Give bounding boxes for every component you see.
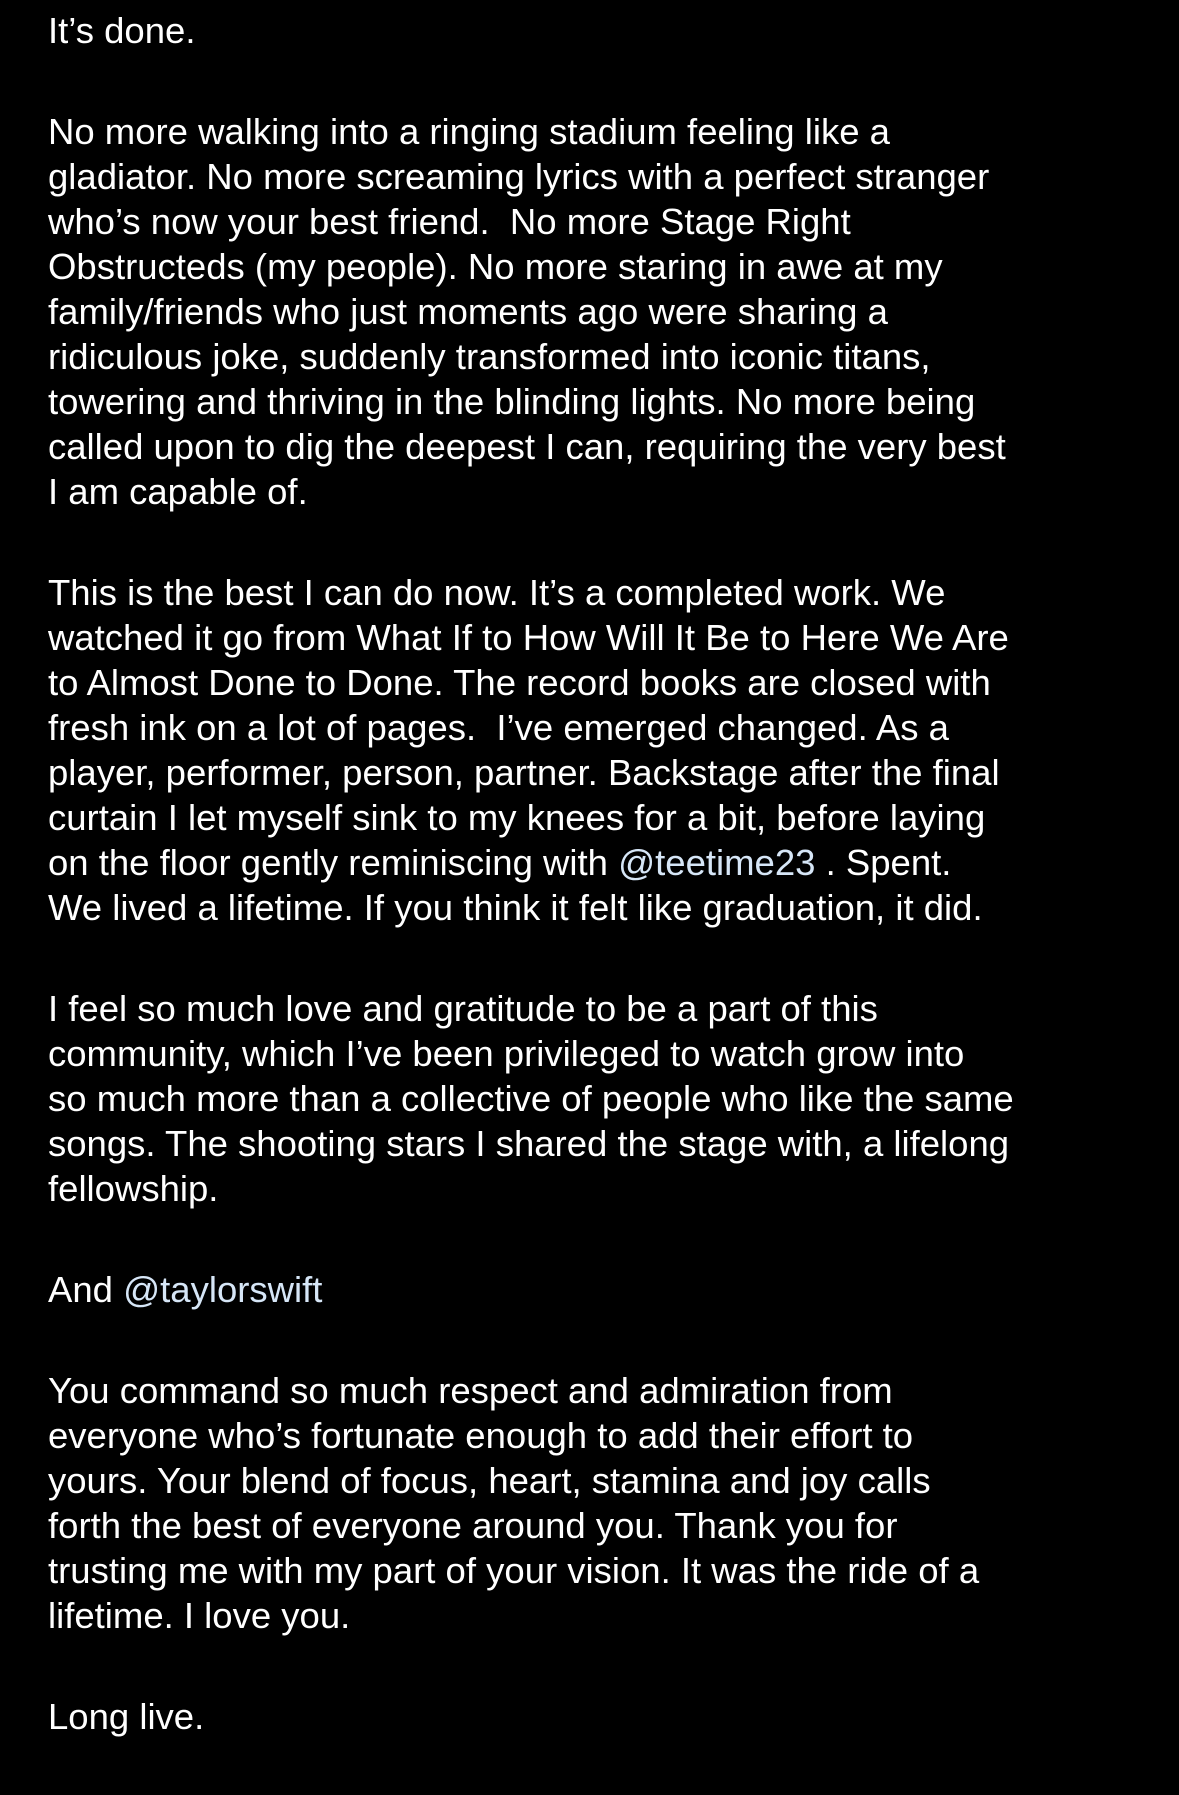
text-line [48,615,1158,660]
text-line [48,840,1158,885]
text-line [48,986,1158,1031]
text-segment: gladiator. No more screaming lyrics with a perfect stranger [48,156,990,197]
note-body [48,8,1158,1795]
text-line [48,1413,1158,1458]
text-line [48,660,1158,705]
paragraph [48,1694,1158,1739]
text-segment: No more walking into a ringing stadium feeling like a [48,111,890,152]
text-line [48,8,1158,53]
text-segment: I feel so much love and gratitude to be a part of this [48,988,878,1029]
text-segment: fresh ink on a lot of pages. I’ve emerged changed. As a [48,707,949,748]
paragraph [48,570,1158,930]
text-line [48,1548,1158,1593]
text-line [48,705,1158,750]
text-line [48,885,1158,930]
text-line [48,1076,1158,1121]
text-line [48,1593,1158,1638]
text-segment: And [48,1269,124,1310]
text-segment: family/friends who just moments ago were sharing a [48,291,888,332]
text-line [48,334,1158,379]
text-line [48,795,1158,840]
text-segment: Long live. [48,1696,205,1737]
text-line [48,570,1158,615]
text-segment: . Spent. [815,842,952,883]
text-segment: lifetime. I love you. [48,1595,351,1636]
text-segment: I am capable of. [48,471,308,512]
text-segment: towering and thriving in the blinding lights. No more being [48,381,976,422]
text-segment: curtain I let myself sink to my knees for a bit, before laying [48,797,986,838]
text-line [48,750,1158,795]
text-line [48,289,1158,334]
text-segment: songs. The shooting stars I shared the stage with, a lifelong [48,1123,1010,1164]
text-segment: fellowship. [48,1168,219,1209]
text-line [48,154,1158,199]
text-segment: on the floor gently reminiscing with [48,842,619,883]
text-segment: everyone who’s fortunate enough to add their effort to [48,1415,914,1456]
mention-link[interactable]: @teetime23 [618,842,816,883]
text-segment: yours. Your blend of focus, heart, stamina and joy calls [48,1460,931,1501]
text-line [48,1503,1158,1548]
text-segment: forth the best of everyone around you. Thank you for [48,1505,898,1546]
text-line [48,1694,1158,1739]
text-line [48,469,1158,514]
paragraph [48,109,1158,514]
text-line [48,424,1158,469]
text-line [48,1121,1158,1166]
text-line [48,109,1158,154]
text-line [48,199,1158,244]
text-segment: to Almost Done to Done. The record books are closed with [48,662,991,703]
text-line [48,1458,1158,1503]
text-line [48,379,1158,424]
text-segment: so much more than a collective of people who like the same [48,1078,1014,1119]
text-segment: This is the best I can do now. It’s a completed work. We [48,572,946,613]
text-segment: We lived a lifetime. If you think it felt like graduation, it did. [48,887,983,928]
text-segment: trusting me with my part of your vision. It was the ride of a [48,1550,980,1591]
paragraph [48,986,1158,1211]
mention-link[interactable]: @taylorswift [123,1269,323,1310]
text-segment: You command so much respect and admiration from [48,1370,893,1411]
text-line [48,1267,1158,1312]
text-segment: watched it go from What If to How Will It Be to Here We Are [48,617,1009,658]
text-segment: ridiculous joke, suddenly transformed into iconic titans, [48,336,931,377]
paragraph [48,1368,1158,1638]
text-line [48,1166,1158,1211]
text-segment: player, performer, person, partner. Backstage after the final [48,752,1000,793]
text-segment: community, which I’ve been privileged to watch grow into [48,1033,965,1074]
paragraph [48,8,1158,53]
paragraph [48,1267,1158,1312]
text-segment: It’s done. [48,10,196,51]
text-segment: Obstructeds (my people). No more staring in awe at my [48,246,943,287]
text-segment: called upon to dig the deepest I can, requiring the very best [48,426,1006,467]
text-line [48,1368,1158,1413]
text-segment: who’s now your best friend. No more Stage Right [48,201,851,242]
text-line [48,1031,1158,1076]
text-line [48,244,1158,289]
